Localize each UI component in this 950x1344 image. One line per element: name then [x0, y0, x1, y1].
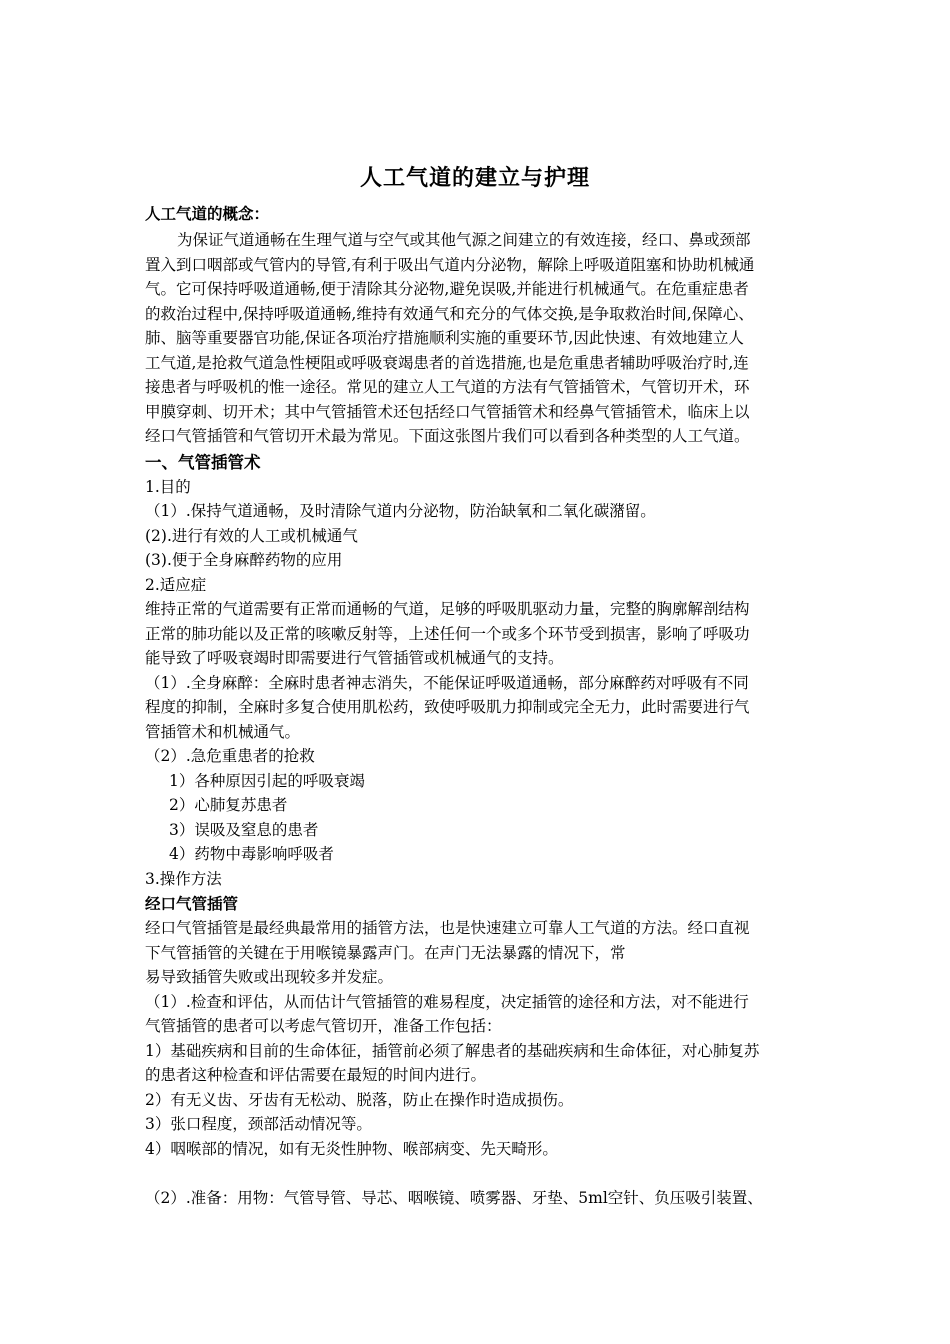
indication-line: 能导致了呼吸衰竭时即需要进行气管插管或机械通气的支持。 — [145, 649, 564, 667]
oral-line: 易导致插管失败或出现较多并发症。 — [145, 968, 394, 986]
indication-heading: 2.适应症 — [145, 576, 207, 594]
concept-heading: 人工气道的概念： — [145, 204, 270, 223]
check-item: 1）基础疾病和目前的生命体征，插管前必须了解患者的基础疾病和生命体征，对心肺复苏 — [145, 1042, 760, 1060]
indication-line: 正常的肺功能以及正常的咳嗽反射等，上述任何一个或多个环节受到损害，影响了呼吸功 — [145, 625, 750, 643]
check-item: 3）张口程度，颈部活动情况等。 — [145, 1115, 372, 1133]
anesthesia-line: 管插管术和机械通气。 — [145, 723, 301, 741]
section-heading: 一、气管插管术 — [145, 453, 261, 472]
purpose-item: (3).便于全身麻醉药物的应用 — [145, 551, 343, 569]
purpose-heading: 1.目的 — [145, 478, 191, 496]
concept-line: 气。它可保持呼吸道通畅,便于清除其分泌物,避免误吸,并能进行机械通气。在危重症患者 — [145, 280, 749, 298]
anesthesia-line: 程度的抑制，全麻时多复合使用肌松药，致使呼吸肌力抑制或完全无力，此时需要进行气 — [145, 698, 750, 716]
emergency-heading: （2）.急危重患者的抢救 — [145, 747, 315, 765]
emergency-item: 2）心肺复苏患者 — [169, 796, 288, 814]
method-heading: 3.操作方法 — [145, 870, 222, 888]
concept-line: 的救治过程中,保持呼吸道通畅,维持有效通气和充分的气体交换,是争取救治时间,保障心、 — [145, 305, 754, 323]
doc-title: 人工气道的建立与护理 — [359, 165, 590, 191]
concept-line: 经口气管插管和气管切开术最为常见。下面这张图片我们可以看到各种类型的人工气道。 — [145, 427, 750, 445]
oral-line: 下气管插管的关键在于用喉镜暴露声门。在声门无法暴露的情况下，常 — [145, 944, 626, 962]
emergency-item: 1）各种原因引起的呼吸衰竭 — [169, 772, 365, 790]
purpose-item: （1）.保持气道通畅，及时清除气道内分泌物，防治缺氧和二氧化碳潴留。 — [145, 502, 656, 520]
anesthesia-line: （1）.全身麻醉：全麻时患者神志消失，不能保证呼吸道通畅，部分麻醉药对呼吸有不同 — [145, 674, 749, 692]
check-item: 的患者这种检查和评估需要在最短的时间内进行。 — [145, 1066, 487, 1084]
oral-line: 经口气管插管是最经典最常用的插管方法，也是快速建立可靠人工气道的方法。经口直视 — [145, 919, 750, 937]
oral-intubation-heading: 经口气管插管 — [145, 894, 239, 913]
concept-line: 置入到口咽部或气管内的导管,有利于吸出气道内分泌物，解除上呼吸道阻塞和协助机械通 — [145, 256, 755, 274]
purpose-item: (2).进行有效的人工或机械通气 — [145, 527, 358, 545]
check-line: （1）.检查和评估，从而估计气管插管的难易程度，决定插管的途径和方法，对不能进行 — [145, 993, 749, 1011]
preparation-line: （2）.准备：用物：气管导管、导芯、咽喉镜、喷雾器、牙垫、5ml空针、负压吸引装置、 — [145, 1189, 763, 1207]
check-item: 4）咽喉部的情况，如有无炎性肿物、喉部病变、先天畸形。 — [145, 1140, 558, 1158]
indication-line: 维持正常的气道需要有正常而通畅的气道，足够的呼吸肌驱动力量，完整的胸廓解剖结构 — [145, 600, 750, 618]
check-item: 2）有无义齿、牙齿有无松动、脱落，防止在操作时造成损伤。 — [145, 1091, 574, 1109]
concept-line: 接患者与呼吸机的惟一途径。常见的建立人工气道的方法有气管插管术，气管切开术，环 — [145, 378, 750, 396]
emergency-item: 3）误吸及窒息的患者 — [169, 821, 319, 839]
concept-line: 工气道,是抢救气道急性梗阻或呼吸衰竭患者的首选措施,也是危重患者辅助呼吸治疗时,连 — [145, 354, 749, 372]
concept-line: 甲膜穿刺、切开术；其中气管插管术还包括经口气管插管术和经鼻气管插管术，临床上以 — [145, 403, 750, 421]
concept-line: 为保证气道通畅在生理气道与空气或其他气源之间建立的有效连接，经口、鼻或颈部 — [177, 231, 751, 249]
concept-line: 肺、脑等重要器官功能,保证各项治疗措施顺利实施的重要环节,因此快速、有效地建立人 — [145, 329, 744, 347]
emergency-item: 4）药物中毒影响呼吸者 — [169, 845, 334, 863]
check-line: 气管插管的患者可以考虑气管切开，准备工作包括： — [145, 1017, 502, 1035]
